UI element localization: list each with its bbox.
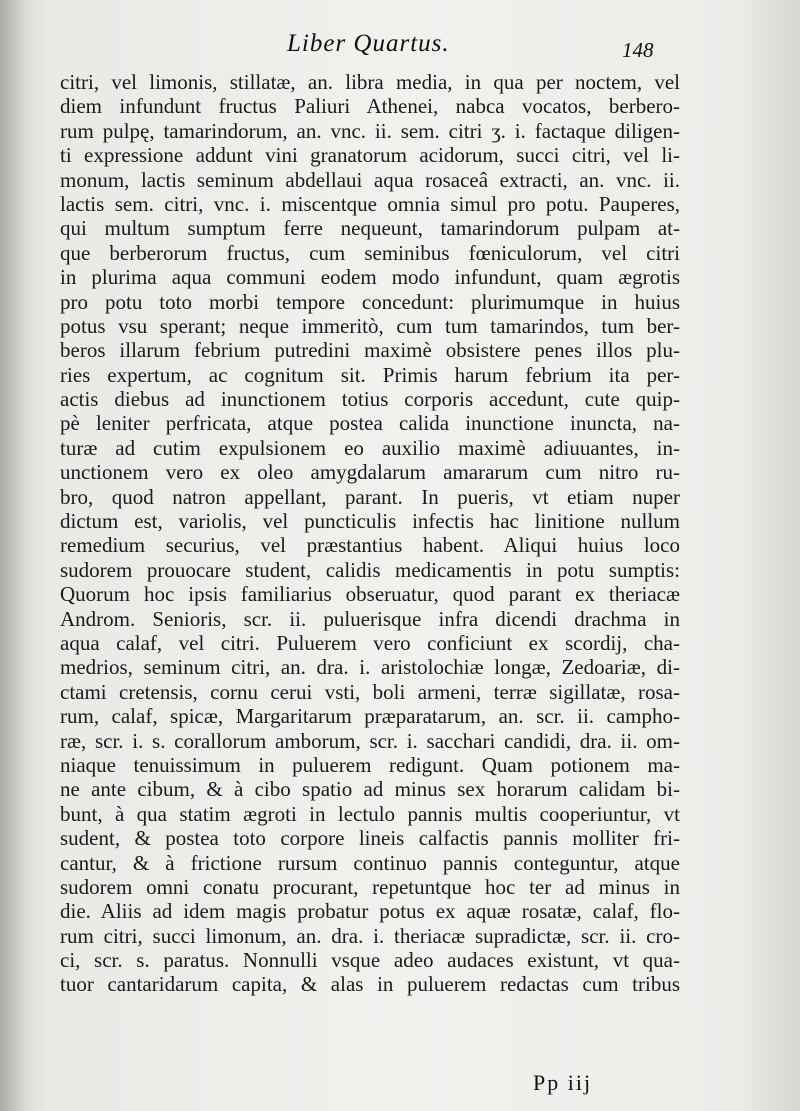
text-line: dictum est, variolis, vel puncticulis infectis hac linitione nullum — [60, 509, 680, 534]
text-line: sudent, & postea toto corpore lineis calfactis pannis molliter fri- — [60, 826, 680, 851]
text-line: ries expertum, ac cognitum sit. Primis harum febrium ita per- — [60, 362, 680, 387]
text-line: actis diebus ad inunctionem totius corporis accedunt, cute quip- — [60, 387, 680, 412]
text-line: Quorum hoc ipsis familiarius obseruatur, quod parant ex theriacæ — [60, 582, 680, 607]
text-line: rum citri, succi limonum, an. dra. i. theriacæ supradictæ, scr. ii. cro- — [60, 923, 680, 948]
running-head: Liber Quartus. — [287, 30, 450, 57]
text-line: bunt, à qua statim ægroti in lectulo pannis multis cooperiuntur, vt — [60, 801, 680, 826]
text-line: citri, vel limonis, stillatæ, an. libra media, in qua per noctem, vel — [60, 70, 680, 94]
text-line: die. Aliis ad idem magis probatur potus ex aquæ rosatæ, calaf, flo- — [60, 899, 680, 924]
text-line: aqua calaf, vel citri. Puluerem vero conficiunt ex scordij, cha- — [60, 630, 680, 655]
text-line: sudorem omni conatu procurant, repetuntque hoc ter ad minus in — [60, 874, 680, 899]
signature-mark: Pp iij — [533, 1070, 593, 1095]
text-line: unctionem vero ex oleo amygdalarum amararum cum nitro ru- — [60, 460, 680, 485]
text-line: beros illarum febrium putredini maximè obsistere penes illos plu- — [60, 338, 680, 363]
text-line: lactis sem. citri, vnc. i. miscentque omnia simul pro potu. Pauperes, — [60, 191, 680, 216]
text-line: sudorem prouocare student, calidis medicamentis in potu sumptis: — [60, 557, 680, 582]
text-line: pro potu toto morbi tempore concedunt: plurimumque in huius — [60, 289, 680, 314]
text-line: remedium securius, vel præstantius habent. Aliqui huius loco — [60, 533, 680, 558]
text-line: bro, quod natron appellant, parant. In pueris, vt etiam nuper — [60, 484, 680, 509]
text-line: ræ, scr. i. s. corallorum amborum, scr. i. sacchari candidi, dra. ii. om- — [60, 728, 680, 753]
text-line: ne ante cibum, & à cibo spatio ad minus sex horarum calidam bi- — [60, 777, 680, 802]
text-line: rum, calaf, spicæ, Margaritarum præparatarum, an. scr. ii. campho- — [60, 704, 680, 729]
text-line: potus vsu sperant; neque immeritò, cum tum tamarindos, tum ber- — [60, 313, 680, 338]
text-line: rum pulpę, tamarindorum, an. vnc. ii. sem. citri ʒ. i. factaque diligen- — [60, 118, 680, 143]
text-line: qui multum sumptum ferre nequeunt, tamarindorum pulpam at- — [60, 216, 680, 241]
text-line: medrios, seminum citri, an. dra. i. aristolochiæ longæ, Zedoariæ, di- — [60, 655, 680, 680]
page-number: 148 — [622, 38, 654, 62]
text-line: niaque tenuissimum in puluerem redigunt. Quam potionem ma- — [60, 752, 680, 777]
text-line: cantur, & à frictione rursum continuo pannis conteguntur, atque — [60, 850, 680, 875]
text-line: pè leniter perfricata, atque postea calida inunctione inuncta, na- — [60, 411, 680, 436]
body-text — [60, 70, 680, 997]
text-line: ci, scr. s. paratus. Nonnulli vsque adeo audaces existunt, vt qua- — [60, 948, 680, 973]
text-line: diem infundunt fructus Paliuri Athenei, nabca vocatos, berbero- — [60, 94, 680, 119]
text-line: in plurima aqua communi eodem modo infundunt, quam ægrotis — [60, 265, 680, 290]
text-line: Androm. Senioris, scr. ii. puluerisque infra dicendi drachma in — [60, 606, 680, 631]
text-line: monum, lactis seminum abdellaui aqua rosaceâ extracti, an. vnc. ii. — [60, 167, 680, 192]
text-line: ti expressione addunt vini granatorum acidorum, succi citri, vel li- — [60, 143, 680, 168]
text-line: tuor cantaridarum capita, & alas in puluerem redactas cum tribus — [60, 972, 680, 997]
text-line: que berberorum fructus, cum seminibus fœniculorum, vel citri — [60, 240, 680, 265]
text-line: turæ ad cutim expulsionem eo auxilio maximè adiuuantes, in- — [60, 435, 680, 460]
text-line: ctami cretensis, cornu cerui vsti, boli armeni, terræ sigillatæ, rosa- — [60, 679, 680, 704]
